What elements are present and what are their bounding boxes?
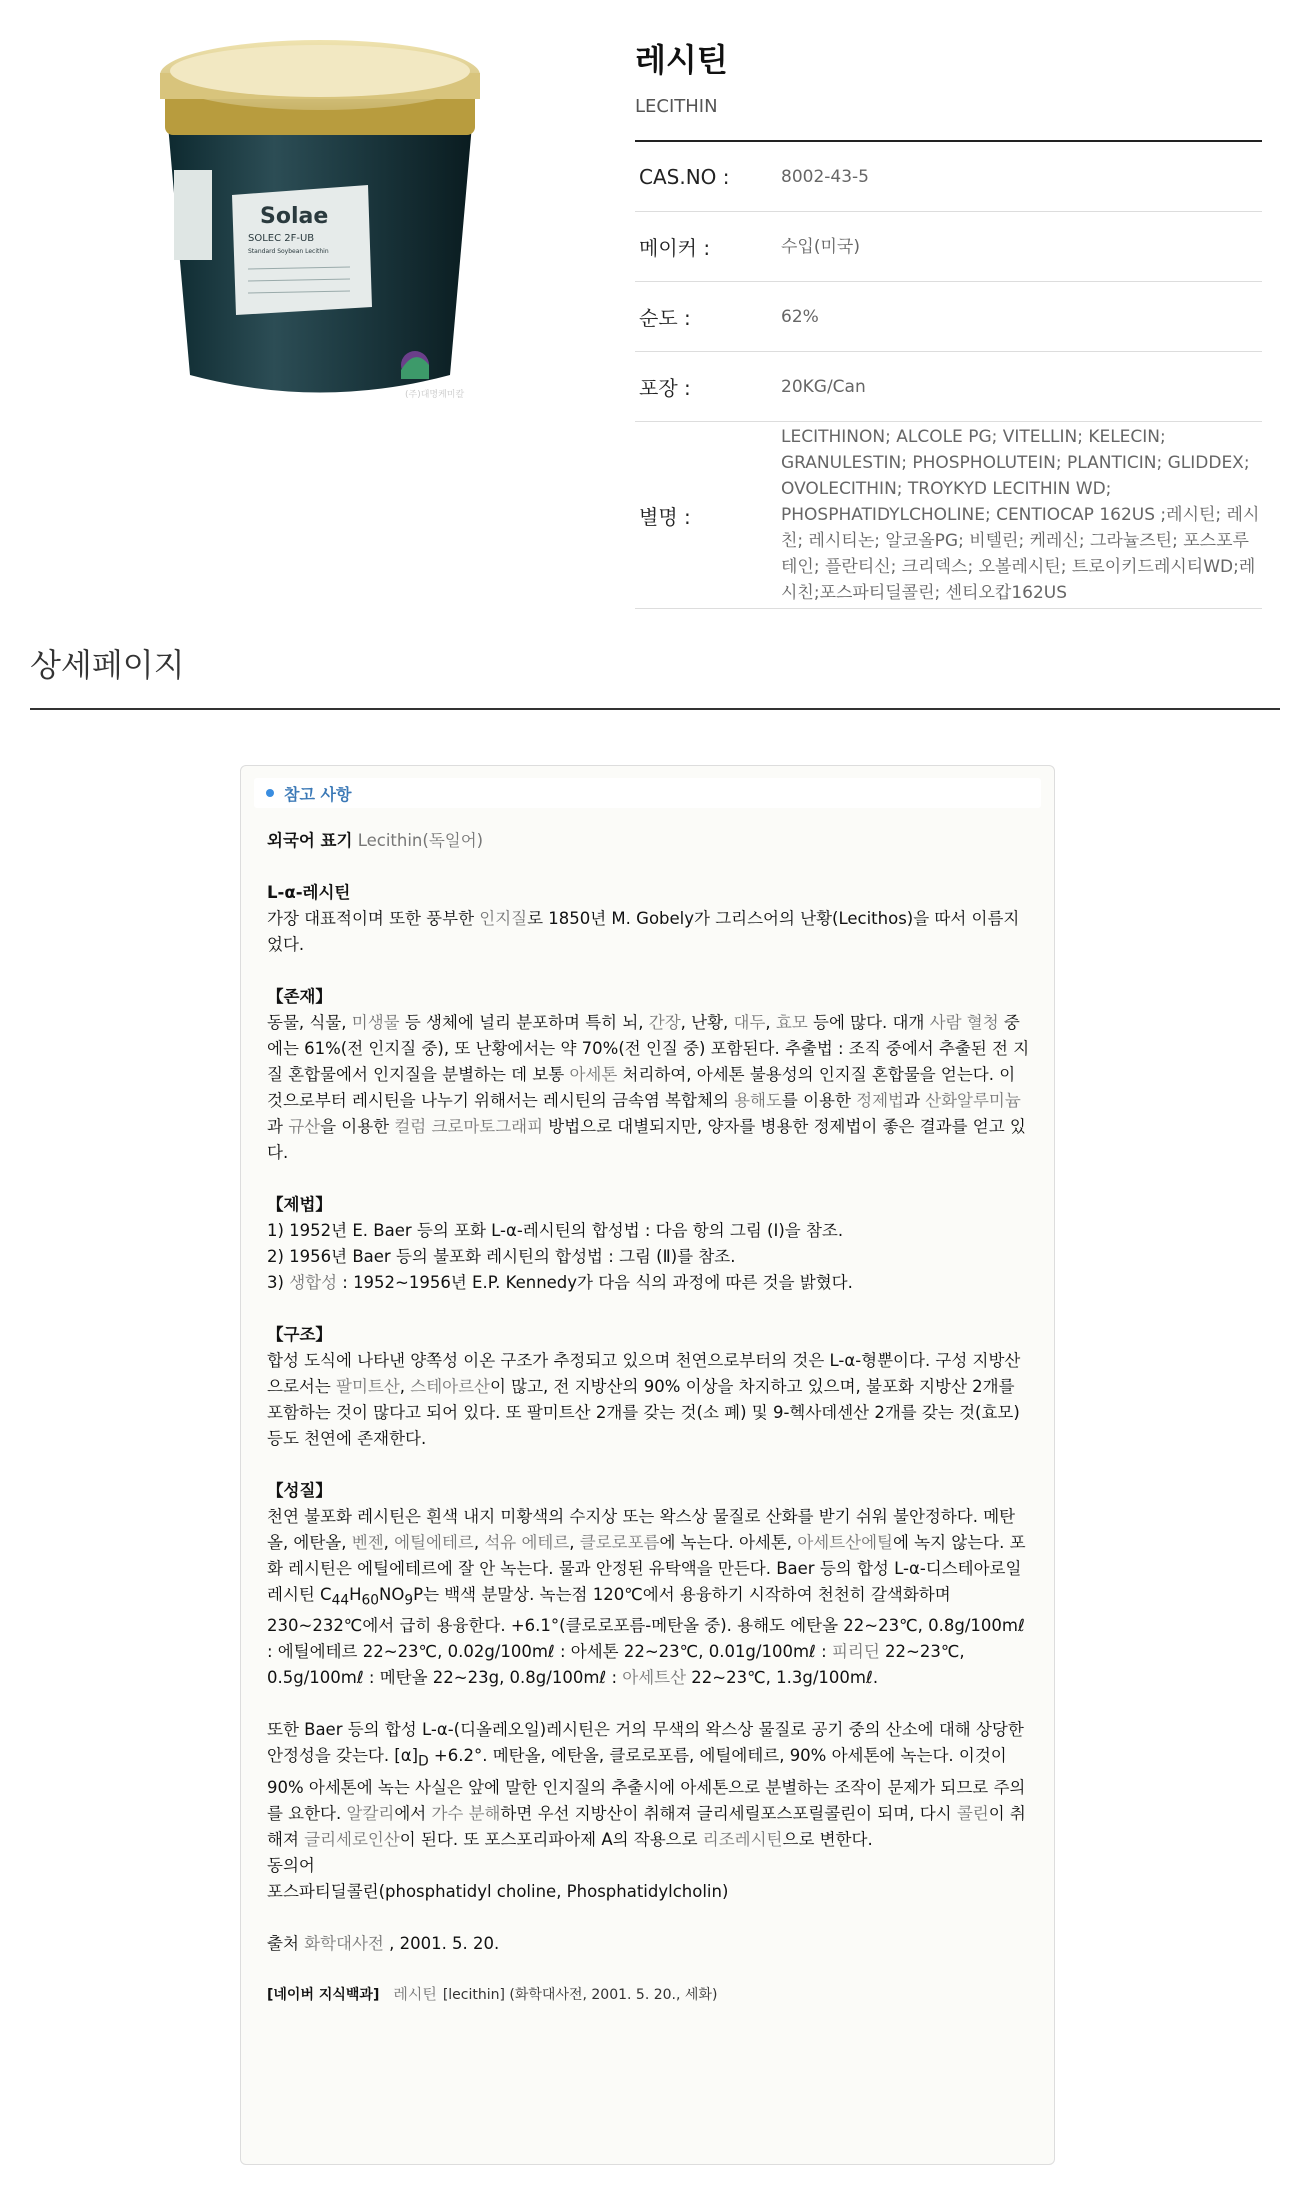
term-link[interactable]: 간장 [648,1013,681,1032]
text-run: , [473,1533,485,1552]
spec-label: 메이커 : [639,236,711,260]
term-link[interactable]: 콜린 [956,1803,989,1823]
text-run: 으로 변한다. [782,1829,873,1849]
text-run: 을 이용한 [320,1117,395,1136]
unit-text: ℓ [809,1642,816,1662]
spec-value: 62% [781,306,819,327]
intro-paragraph [267,906,1031,958]
term-link[interactable]: 알칼리 [346,1803,395,1823]
text-run: 동물, 식물, [267,1013,352,1032]
spec-row-aliases [635,422,1262,609]
text-run: : 아세톤 22~23℃, 0.01g/100m [554,1642,810,1662]
text-run: 합성 도식에 나타낸 양쪽성 이온 구조가 추정되고 있으며 천연으로부터의 것은 L-α-형뿐이다. 구성 지방산으로서는 [267,1351,1021,1396]
section-production: 【제법】 [267,1195,332,1214]
production-line: 1) 1952년 E. Baer 등의 포화 L-α-레시틴의 합성법 : 다음 항의 그림 (Ⅰ)을 참조. [267,1221,844,1240]
pail-product-text: SOLEC 2F-UB [248,233,315,244]
product-photo [150,25,490,425]
text-run: +6.2°. 메탄올, 에탄올, 클로로포름, 에틸에테르, 90% 아세톤에 녹는다. 이것이 90% 아세톤에 녹는 사실은 앞에 말한 인지질의 추출시에 아세톤으로 분별하는 조작이 문제가 되므로 주의를 요한다. [267,1746,1026,1823]
watermark-text: (주)대명케미칼 [405,390,465,400]
unit-text: ℓ [1017,1616,1025,1636]
text-run: , [383,1533,395,1552]
text-run: : [815,1642,832,1662]
spec-label: 순도 : [639,306,691,330]
existence-paragraph [267,1010,1031,1166]
term-link[interactable]: 산화알루미늄 [925,1091,1021,1110]
spec-value: 수입(미국) [781,236,860,257]
text-run: : 1952~1956년 E.P. Kennedy가 다음 식의 과정에 따른 것을 밝혔다. [337,1273,853,1292]
source-date: , 2001. 5. 20. [383,1933,500,1953]
term-link[interactable]: 리조레시틴 [702,1829,783,1849]
term-link[interactable]: 효모 [775,1013,808,1032]
term-link[interactable]: 에틸에테르 [394,1533,474,1552]
term-link[interactable]: 가수 분해 [431,1803,501,1823]
text-run: : [606,1668,623,1688]
spec-value: LECITHINON; ALCOLE PG; VITELLIN; KELECIN; GRANULESTIN; PHOSPHOLUTEIN; PLANTICIN; GLIDDEX; OVOLECITHIN; TROYKYD LECITHIN WD; PHOSPHATIDYLCHOLINE; CENTIOCAP 162US ;레시틴; 레시친; 레시티논; 알코올PG; 비텔린; 케레신; 그라뉼즈틴; 포스포루테인; 플란티신; 크리덱스; 오볼레시틴; 트로이키드레시티WD;레시친;포스파티딜콜린; 센티오캅162US [781,427,1260,603]
term-link[interactable]: 벤젠 [351,1533,384,1552]
product-subtitle: LECITHIN [635,96,718,117]
term-link[interactable]: 아세트산 [622,1668,687,1688]
text-run: 이 된다. 또 포스포리파아제 A의 작용으로 [399,1829,703,1849]
text-run: 3) [267,1273,290,1292]
text-run: , 난황, [680,1013,734,1032]
detail-page-title: 상세페이지 [30,646,185,684]
text-run: 22~23℃, 1.3g/100m [686,1668,866,1688]
text-run: 에 녹는다. 아세톤, [659,1533,798,1552]
text-run: 중에는 61%(전 인지질 중), 또 난황에서는 약 70%(전 인질 중) 포함된다. 추출법 : 조직 중에서 추출된 전 지질 혼합물에서 인지질을 분별하는 데 보통 [267,1013,1030,1084]
text-run: 이 취해져 [267,1803,1026,1849]
spec-value: 20KG/Can [781,376,866,397]
text-run: : 메탄올 22~23g, 0.8g/100m [363,1668,600,1688]
reference-body [241,808,1031,1957]
detail-divider [30,708,1280,710]
text-run: . [872,1668,879,1688]
text-run: 처리하여, 아세톤 불용성의 인지질 혼합물을 얻는다. 이것으로부터 레시틴을 나누기 위해서는 레시틴의 금속염 복합체의 [267,1065,1016,1110]
text-run: 천연 불포화 레시틴은 흰색 내지 미황색의 수지상 또는 왁스상 물질로 산화를 받기 쉬워 불안정하다. 메탄올, 에탄올, [267,1507,1016,1552]
term-link[interactable]: 사람 혈청 [929,1013,999,1032]
formula-text: P [413,1585,424,1604]
production-line [267,1270,1031,1296]
term-link[interactable]: 클로로포름 [579,1533,660,1552]
text-run: 22~23℃, 0.5g/100m [267,1642,965,1688]
text-run: 방법으로 대별되지만, 양자를 병용한 정제법이 좋은 결과를 얻고 있다. [267,1117,1026,1162]
spec-row-packaging [635,352,1262,422]
text-run: 또한 Baer 등의 합성 L-α-(디올레오일)레시틴은 거의 무색의 왁스상 물질로 공기 중의 산소에 대해 상당한 안정성을 갖는다. [α] [267,1720,1024,1766]
unit-text: ℓ [865,1668,873,1688]
text-run: 등 생체에 널리 분포하며 특히 뇌, [399,1013,649,1032]
term-link[interactable]: 글리세로인산 [304,1829,400,1849]
text-run: 에 녹지 않는다. 포화 레시틴은 에틸에테르에 잘 안 녹는다. 물과 안정된 유탁액을 만든다. Baer 등의 합성 L-α-디스테아로일레시틴 C [267,1533,1026,1604]
text-run: 에서 [394,1803,432,1823]
footer-link[interactable]: 레시틴 [393,1985,437,2003]
pail-desc-text: Standard Soybean Lecithin [248,248,329,255]
term-link[interactable]: 대두 [733,1013,766,1032]
foreign-value: Lecithin(독일어) [357,831,484,850]
reference-header [254,778,1041,808]
footer-brand: [네이버 지식백과] [267,1987,380,2003]
text-run: , [399,1377,411,1396]
formula-sub: 60 [361,1592,380,1609]
text-run: : 에틸에테르 22~23℃, 0.02g/100m [267,1642,548,1662]
pail-brand-text: Solae [260,204,329,229]
reference-footer [267,1983,717,2004]
spec-label: 포장 : [639,376,691,400]
reference-header-label: 참고 사항 [284,784,352,804]
spec-value: 8002-43-5 [781,166,869,187]
term-link[interactable]: 규산 [288,1117,321,1136]
term-link[interactable]: 용해도 [734,1091,782,1110]
formula-text: H [349,1585,362,1604]
term-link[interactable]: 미생물 [351,1013,400,1032]
text-run: 과 [267,1117,289,1136]
text-run: 는 백색 분말상. 녹는점 120℃에서 용융하기 시작하여 천천히 갈색화하며 230~232℃에서 급히 용융한다. +6.1°(클로로포름-메탄올 중). 용해도 에탄올 22~23℃, 0.8g/100m [267,1585,1018,1636]
unit-text: ℓ [547,1642,555,1662]
foreign-label: 외국어 표기 [267,831,353,850]
text-run: 과 [903,1091,926,1110]
formula-sub: 9 [404,1592,414,1609]
formula-sub: D [418,1753,429,1770]
text-run: 이 많고, 전 지방산의 90% 이상을 차지하고 있으며, 불포화 지방산 2개를 포함하는 것이 많다고 되어 있다. 또 팔미트산 2개를 갖는 것(소 폐) 및 9-헥사데센산 2개를 갖는 것(효모) 등도 천연에 존재한다. [267,1377,1020,1448]
spec-label: CAS.NO : [639,164,730,189]
unit-text: ℓ [599,1668,607,1688]
term-link[interactable]: 생합성 [289,1273,338,1292]
spec-row-purity [635,282,1262,352]
unit-text: ℓ [356,1668,364,1688]
text-run: 가장 대표적이며 또한 풍부한 [267,909,480,928]
section-existence: 【존재】 [267,987,332,1006]
watermark-logo [401,351,429,379]
term-link[interactable]: 팔미트산 [336,1377,400,1396]
production-line: 2) 1956년 Baer 등의 불포화 레시틴의 합성법 : 그림 (Ⅱ)를 참조. [267,1247,736,1266]
term-link[interactable]: 아세톤 [569,1065,618,1084]
synonym-value: 포스파티딜콜린(phosphatidyl choline, Phosphatidylcholin) [267,1881,729,1901]
spec-row-maker [635,212,1262,282]
term-link[interactable]: 인지질 [479,909,528,928]
text-run: 로 1850년 M. Gobely가 그리스어의 난황(Lecithos)을 따서 이름지었다. [267,909,1020,954]
formula-text: NO [379,1585,405,1604]
source-line [267,1931,1031,1957]
term-link[interactable]: 피리딘 [831,1642,880,1662]
text-run: , [765,1013,776,1032]
term-link[interactable]: 아세트산에틸 [797,1533,893,1552]
foreign-notation [267,828,1031,854]
product-title: 레시틴 [635,41,728,79]
synonym-label: 동의어 [267,1855,315,1875]
text-run: 등에 많다. 대개 [807,1013,930,1032]
product-info [635,40,1262,609]
section-properties: 【성질】 [267,1481,332,1500]
structure-paragraph [267,1348,1031,1452]
source-label: 출처 [267,1933,299,1953]
lecithin-pail-image [150,25,490,425]
formula-sub: 44 [331,1592,350,1609]
term-link[interactable]: 석유 에테르 [484,1533,570,1552]
source-link[interactable]: 화학대사전 [304,1933,384,1953]
spec-label: 별명 : [639,504,691,529]
section-structure: 【구조】 [267,1325,332,1344]
spec-row-cas [635,142,1262,212]
article-heading: L-α-레시틴 [267,883,351,902]
term-link[interactable]: 정제법 [856,1091,904,1110]
bullet-icon [266,789,274,797]
text-run: 를 이용한 [781,1091,857,1110]
properties-paragraph-2 [267,1717,1031,1852]
reference-box [240,765,1055,2165]
properties-paragraph [267,1504,1031,1691]
text-run: , [569,1533,580,1552]
term-link[interactable]: 컬럼 크로마토그래피 [394,1117,544,1136]
term-link[interactable]: 스테아르산 [410,1377,490,1396]
text-run: 하면 우선 지방산이 취해져 글리세릴포스포릴콜린이 되며, 다시 [500,1803,957,1823]
footer-citation: [lecithin] (화학대사전, 2001. 5. 20., 세화) [442,1987,718,2003]
